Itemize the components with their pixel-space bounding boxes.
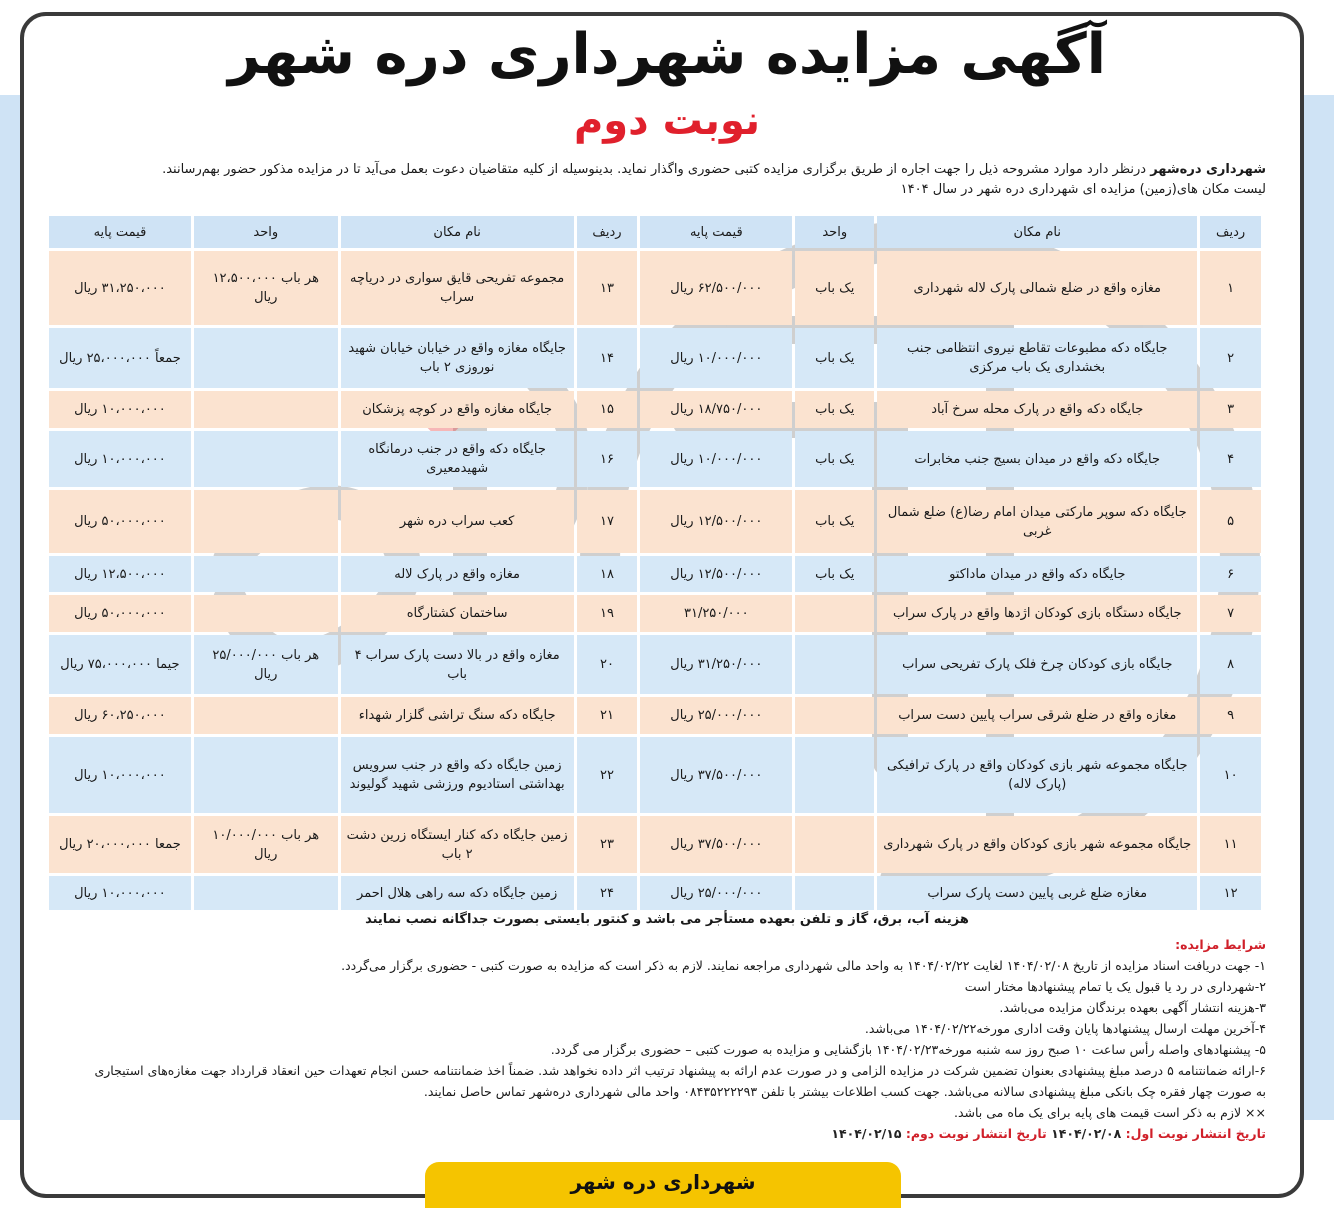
cell-place: جایگاه دکه واقع در میدان بسیج جنب مخابرات <box>877 431 1197 487</box>
header-unit-2: واحد <box>194 216 338 248</box>
cell-unit <box>795 595 874 632</box>
table-body <box>49 251 1261 910</box>
cell-price: ۳۱/۲۵۰/۰۰۰ <box>640 595 792 632</box>
condition-item: ۶-ارائه ضمانتنامه ۵ درصد مبلغ پیشنهادی بعنوان تضمین شرکت در مزایده الزامی و در صورت عدم ارائه به پیشنهاد ترتیب اثر داده نخواهد شد. ضمناً اخذ ضمانتنامه حسن انجام تعهدات حین انعقاد قرارداد جهت مغازه‌های استیجاری <box>94 1063 1266 1078</box>
cell-row: ۱۰ <box>1200 737 1261 813</box>
cell-place: مجموعه تفریحی قایق سواری در دریاچه سراب <box>341 251 574 325</box>
cell-price: ۱۰،۰۰۰،۰۰۰ ریال <box>49 431 191 487</box>
cell-unit: هر باب ۱۰/۰۰۰/۰۰۰ ریال <box>194 816 338 873</box>
cell-unit <box>194 737 338 813</box>
first-publication-date: ۱۴۰۴/۰۲/۰۸ <box>1051 1126 1122 1141</box>
condition-item: ۳-هزینه انتشار آگهی بعهده برندگان مزایده می‌باشد. <box>999 1000 1266 1015</box>
cell-place: جایگاه مجموعه شهر بازی کودکان واقع در پارک ترافیکی (پارک لاله) <box>877 737 1197 813</box>
cell-price: ۳۱/۲۵۰/۰۰۰ ریال <box>640 635 792 694</box>
cell-place: مغازه واقع در ضلع شرقی سراب پایین دست سراب <box>877 697 1197 734</box>
table-row <box>49 391 1261 428</box>
cell-unit <box>194 595 338 632</box>
cell-place: ساختمان کشتارگاه <box>341 595 574 632</box>
footer-municipality-label: شهرداری دره شهر <box>425 1162 901 1208</box>
cell-unit <box>194 328 338 388</box>
table-row <box>49 431 1261 487</box>
page-subtitle: نوبت دوم <box>573 98 761 144</box>
cell-place: جایگاه مجموعه شهر بازی کودکان واقع در پارک شهرداری <box>877 816 1197 873</box>
cell-row: ۱ <box>1200 251 1261 325</box>
table-header-row <box>49 216 1261 248</box>
cell-place: جایگاه دکه واقع در میدان ماداکتو <box>877 556 1197 592</box>
cell-unit <box>194 556 338 592</box>
condition-item: ۲-شهرداری در رد یا قبول یک یا تمام پیشنهادها مختار است <box>964 979 1266 994</box>
cell-row: ۵ <box>1200 490 1261 553</box>
cell-row: ۲۳ <box>577 816 638 873</box>
cell-place: جایگاه دکه سنگ تراشی گلزار شهداء <box>341 697 574 734</box>
cell-row: ۲۴ <box>577 876 638 910</box>
cell-unit: یک باب <box>795 431 874 487</box>
auction-table <box>46 213 1264 913</box>
cell-price: ۶۰،۲۵۰،۰۰۰ ریال <box>49 697 191 734</box>
table-row <box>49 737 1261 813</box>
cell-row: ۸ <box>1200 635 1261 694</box>
intro-lead: شهرداری دره‌شهر <box>1150 162 1266 177</box>
cell-row: ۲۰ <box>577 635 638 694</box>
cell-place: مغازه ضلع غربی پایین دست پارک سراب <box>877 876 1197 910</box>
table-row <box>49 697 1261 734</box>
header-row-number: ردیف <box>1200 216 1261 248</box>
cell-row: ۱۷ <box>577 490 638 553</box>
table-row <box>49 328 1261 388</box>
cell-unit: یک باب <box>795 251 874 325</box>
header-row-number-2: ردیف <box>577 216 638 248</box>
intro-text: درنظر دارد موارد مشروحه ذیل را جهت اجاره از طریق برگزاری مزایده کتبی حضوری واگذار نماید. بدینوسیله از کلیه متقاضیان دعوت بعمل می‌آید تا در مزایده مذکور حضور بهم‌رسانند. <box>162 162 1151 177</box>
cell-unit <box>194 391 338 428</box>
second-publication-label: تاریخ انتشار نوبت دوم: <box>905 1126 1047 1141</box>
cell-place: کعب سراب دره شهر <box>341 490 574 553</box>
cell-row: ۱۸ <box>577 556 638 592</box>
cell-place: زمین جایگاه دکه سه راهی هلال احمر <box>341 876 574 910</box>
cell-unit: یک باب <box>795 490 874 553</box>
cell-row: ۲۱ <box>577 697 638 734</box>
cell-place: جایگاه دکه واقع در پارک محله سرخ آباد <box>877 391 1197 428</box>
first-publication-label: تاریخ انتشار نوبت اول: <box>1125 1126 1266 1141</box>
cell-unit <box>194 431 338 487</box>
cell-unit: یک باب <box>795 328 874 388</box>
cell-unit: یک باب <box>795 391 874 428</box>
cell-row: ۱۶ <box>577 431 638 487</box>
condition-item: به صورت چهار فقره چک بانکی مبلغ پیشنهادی سالانه می‌باشد. جهت کسب اطلاعات بیشتر با تلفن ۰۸۴۳۵۲۲۲۲۹۳ واحد مالی شهرداری دره‌شهر تماس حاصل نمایند. <box>423 1084 1266 1099</box>
cell-row: ۱۹ <box>577 595 638 632</box>
cell-row: ۱۴ <box>577 328 638 388</box>
table-row <box>49 556 1261 592</box>
cell-price: ۳۷/۵۰۰/۰۰۰ ریال <box>640 816 792 873</box>
cell-price: ۱۰/۰۰۰/۰۰۰ ریال <box>640 431 792 487</box>
publication-dates <box>46 1123 1266 1144</box>
cell-place: مغازه واقع در پارک لاله <box>341 556 574 592</box>
cell-row: ۷ <box>1200 595 1261 632</box>
cell-unit <box>194 490 338 553</box>
cell-unit <box>795 876 874 910</box>
cell-place: جایگاه مغازه واقع در کوچه پزشکان <box>341 391 574 428</box>
table-row <box>49 876 1261 910</box>
cell-place: جایگاه دکه سوپر مارکتی میدان امام رضا(ع) ضلع شمال غربی <box>877 490 1197 553</box>
cell-row: ۲۲ <box>577 737 638 813</box>
table-row <box>49 251 1261 325</box>
condition-item: ۴-آخرین مهلت ارسال پیشنهادها پایان وقت اداری مورخه۱۴۰۴/۰۲/۲۲ می‌باشد. <box>864 1021 1266 1036</box>
auction-conditions <box>46 934 1266 1144</box>
cell-place: جایگاه دکه مطبوعات تقاطع نیروی انتظامی جنب بخشداری یک باب مرکزی <box>877 328 1197 388</box>
cell-unit <box>795 697 874 734</box>
header-place-name: نام مکان <box>877 216 1197 248</box>
cell-unit <box>194 697 338 734</box>
cell-price: ۳۷/۵۰۰/۰۰۰ ریال <box>640 737 792 813</box>
cell-price: ۱۰/۰۰۰/۰۰۰ ریال <box>640 328 792 388</box>
cell-unit: هر باب ۲۵/۰۰۰/۰۰۰ ریال <box>194 635 338 694</box>
header-unit: واحد <box>795 216 874 248</box>
header-base-price-2: قیمت پایه <box>49 216 191 248</box>
table-row <box>49 595 1261 632</box>
cell-place: جایگاه دستگاه بازی کودکان اژدها واقع در پارک سراب <box>877 595 1197 632</box>
cell-price: ۱۸/۷۵۰/۰۰۰ ریال <box>640 391 792 428</box>
cell-price: جیما ۷۵،۰۰۰،۰۰۰ ریال <box>49 635 191 694</box>
cell-price: جمعاً ۲۵،۰۰۰،۰۰۰ ریال <box>49 328 191 388</box>
cell-price: ۱۰،۰۰۰،۰۰۰ ریال <box>49 737 191 813</box>
cell-price: ۳۱،۲۵۰،۰۰۰ ریال <box>49 251 191 325</box>
cell-row: ۱۵ <box>577 391 638 428</box>
cell-place: جایگاه دکه واقع در جنب درمانگاه شهیدمعیری <box>341 431 574 487</box>
header-base-price: قیمت پایه <box>640 216 792 248</box>
page-title: آگهی مزایده شهرداری دره شهر <box>228 22 1106 87</box>
cell-unit: یک باب <box>795 556 874 592</box>
cell-row: ۲ <box>1200 328 1261 388</box>
cell-place: مغازه واقع در بالا دست پارک سراب ۴ باب <box>341 635 574 694</box>
cell-place: جایگاه بازی کودکان چرخ فلک پارک تفریحی سراب <box>877 635 1197 694</box>
table-row <box>49 490 1261 553</box>
cell-row: ۴ <box>1200 431 1261 487</box>
cell-place: مغازه واقع در ضلع شمالی پارک لاله شهرداری <box>877 251 1197 325</box>
cell-price: ۲۵/۰۰۰/۰۰۰ ریال <box>640 697 792 734</box>
condition-item: ۵- پیشنهادهای واصله رأس ساعت ۱۰ صبح روز سه شنبه مورخه۱۴۰۴/۰۲/۲۳ بازگشایی و مزایده به صورت کتبی – حضوری برگزار می گردد. <box>550 1042 1266 1057</box>
cell-price: ۱۲/۵۰۰/۰۰۰ ریال <box>640 490 792 553</box>
cell-row: ۱۱ <box>1200 816 1261 873</box>
utilities-cost-note: هزینه آب، برق، گاز و تلفن بعهده مستأجر می باشد و کنتور بایستی بصورت جداگانه نصب نمایند <box>365 912 969 927</box>
cell-row: ۹ <box>1200 697 1261 734</box>
cell-row: ۱۲ <box>1200 876 1261 910</box>
cell-place: زمین جایگاه دکه کنار ایستگاه زرین دشت ۲ باب <box>341 816 574 873</box>
table-row <box>49 816 1261 873</box>
cell-unit <box>795 635 874 694</box>
cell-unit <box>795 816 874 873</box>
table-row <box>49 635 1261 694</box>
cell-row: ۱۳ <box>577 251 638 325</box>
intro-paragraph <box>66 160 1266 200</box>
cell-price: جمعا ۲۰،۰۰۰،۰۰۰ ریال <box>49 816 191 873</box>
cell-price: ۲۵/۰۰۰/۰۰۰ ریال <box>640 876 792 910</box>
cell-price: ۱۰،۰۰۰،۰۰۰ ریال <box>49 876 191 910</box>
cell-price: ۱۰،۰۰۰،۰۰۰ ریال <box>49 391 191 428</box>
header-place-name-2: نام مکان <box>341 216 574 248</box>
cell-unit <box>194 876 338 910</box>
cell-price: ۵۰،۰۰۰،۰۰۰ ریال <box>49 595 191 632</box>
cell-price: ۱۲/۵۰۰/۰۰۰ ریال <box>640 556 792 592</box>
condition-item: ۱- جهت دریافت اسناد مزایده از تاریخ ۱۴۰۴/۰۲/۰۸ لغایت ۱۴۰۴/۰۲/۲۲ به واحد مالی شهرداری مراجعه نمایند. لازم به ذکر است که مزایده به صورت کتبی - حضوری برگزار می‌گردد. <box>341 958 1266 973</box>
cell-unit: هر باب ۱۲،۵۰۰،۰۰۰ ریال <box>194 251 338 325</box>
cell-row: ۶ <box>1200 556 1261 592</box>
cell-price: ۶۲/۵۰۰/۰۰۰ ریال <box>640 251 792 325</box>
cell-place: جایگاه مغازه واقع در خیابان خیابان شهید نوروزی ۲ باب <box>341 328 574 388</box>
cell-price: ۱۲،۵۰۰،۰۰۰ ریال <box>49 556 191 592</box>
condition-item: ×× لازم به ذکر است قیمت های پایه برای یک ماه می باشد. <box>953 1105 1266 1120</box>
cell-place: زمین جایگاه دکه واقع در جنب سرویس بهداشتی استادیوم ورزشی شهید گولیوند <box>341 737 574 813</box>
cell-unit <box>795 737 874 813</box>
cell-row: ۳ <box>1200 391 1261 428</box>
conditions-heading: شرایط مزایده: <box>1175 937 1266 952</box>
intro-line2: لیست مکان های(زمین) مزایده ای شهرداری دره شهر در سال ۱۴۰۴ <box>900 182 1266 197</box>
second-publication-date: ۱۴۰۴/۰۲/۱۵ <box>831 1126 902 1141</box>
cell-price: ۵۰،۰۰۰،۰۰۰ ریال <box>49 490 191 553</box>
